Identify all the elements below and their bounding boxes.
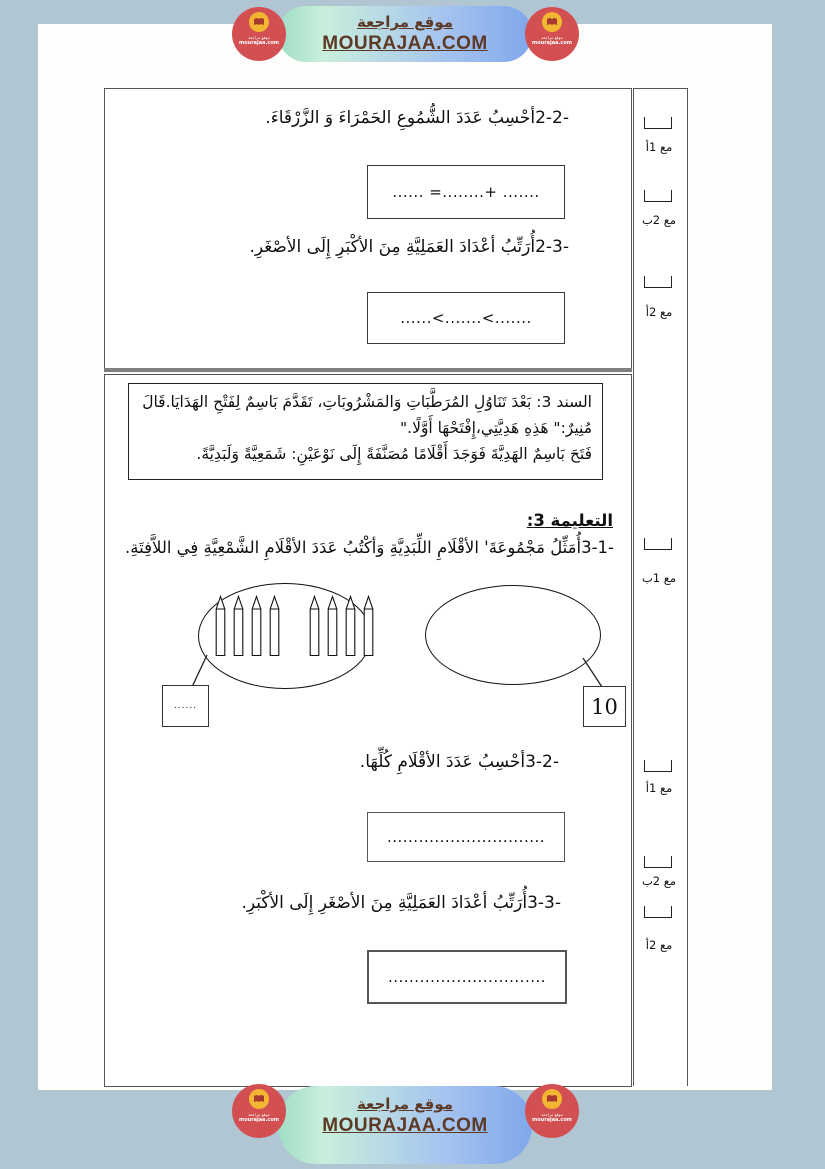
footer-site-name-arabic[interactable]: موقع مراجعة bbox=[356, 1095, 454, 1113]
pencil-icon bbox=[250, 595, 263, 657]
badge-site-domain: mourajaa.com bbox=[531, 1117, 572, 1123]
header-right-logo-badge[interactable] bbox=[525, 7, 579, 61]
pencil-icon bbox=[362, 595, 375, 657]
right-count-value: 10 bbox=[591, 694, 618, 719]
badge-site-domain: mourajaa.com bbox=[238, 40, 279, 46]
footer-site-domain[interactable]: MOURAJAA.COM bbox=[322, 1115, 488, 1137]
score-label: مع 2ب bbox=[641, 874, 677, 888]
score-label: مع 1ب bbox=[641, 571, 677, 585]
question-3-3 bbox=[241, 893, 567, 913]
badge-site-name: موقع مراجعة bbox=[248, 1112, 270, 1117]
pencil-icon bbox=[214, 595, 227, 657]
score-label: مع 1أ bbox=[645, 140, 673, 154]
question-number: 3-3- bbox=[527, 893, 561, 913]
answer-box-total bbox=[367, 812, 565, 862]
score-label: مع 2ب bbox=[641, 213, 677, 227]
book-logo-icon bbox=[249, 12, 269, 32]
wax-pens-set-oval bbox=[425, 585, 601, 685]
badge-site-domain: mourajaa.com bbox=[238, 1117, 279, 1123]
score-label: مع 2أ bbox=[645, 305, 673, 319]
score-box bbox=[644, 760, 672, 772]
badge-site-name: موقع مراجعة bbox=[541, 35, 563, 40]
question-text: أُرَتِّبُ أعْدَادَ العَمَلِيَّةِ مِنَ الأكْبَرِ إِلَى الأصْغَرِ. bbox=[249, 237, 536, 257]
score-box bbox=[644, 117, 672, 129]
pencil-icon bbox=[232, 595, 245, 657]
left-count-value: ...... bbox=[173, 701, 198, 711]
section-divider bbox=[104, 368, 632, 372]
score-label: مع 1أ bbox=[645, 781, 673, 795]
support3-line2: مُنِيرٌ:" هَذِهِ هَدِيَّتِي،إِفْتَحْهَا أَوَّلًا." bbox=[400, 419, 592, 437]
pencil-icon bbox=[268, 595, 281, 657]
footer-left-logo-badge[interactable] bbox=[232, 1084, 286, 1138]
pencil-icon bbox=[344, 595, 357, 657]
score-label: مع 2أ bbox=[645, 938, 673, 952]
score-box bbox=[644, 190, 672, 202]
support3-line1: السند 3: بَعْدَ تَنَاوُلِ المُرَطَّبَاتِ وَالمَشْرُوبَاتِ، تَقَدَّمَ بَاسِمٌ لِفَتْحِ الهَدَايَا.قَالَ bbox=[142, 393, 592, 411]
right-count-box bbox=[583, 686, 626, 727]
score-box bbox=[644, 856, 672, 868]
pencil-group bbox=[214, 595, 375, 657]
book-logo-icon bbox=[542, 12, 562, 32]
left-count-box bbox=[162, 685, 209, 727]
footer-site-banner[interactable] bbox=[278, 1086, 532, 1164]
pencil-icon bbox=[308, 595, 321, 657]
question-number: 3-2- bbox=[525, 752, 559, 772]
answer-placeholder: ......<.......<....... bbox=[400, 309, 532, 327]
answer-placeholder: .............................. bbox=[387, 968, 547, 986]
question-3-2 bbox=[360, 752, 565, 772]
header-site-name-arabic[interactable]: موقع مراجعة bbox=[356, 13, 454, 31]
support3-text-box bbox=[128, 383, 603, 480]
footer-right-logo-badge[interactable] bbox=[525, 1084, 579, 1138]
question-text: أُمَثِّلُ مَجْمُوعَةَ' الأقْلَامِ اللِّبَدِيَّةِ وَأكْتُبُ عَدَدَ الأقْلَامِ الشَّمْعِيَّةِ فِي اللاَّفِتَةِ. bbox=[125, 538, 582, 557]
score-box bbox=[644, 538, 672, 550]
answer-box-ordering-desc bbox=[367, 292, 565, 344]
pencil-icon bbox=[326, 595, 339, 657]
book-logo-icon bbox=[249, 1089, 269, 1109]
badge-site-name: موقع مراجعة bbox=[248, 35, 270, 40]
header-site-banner[interactable] bbox=[278, 6, 532, 62]
badge-site-domain: mourajaa.com bbox=[531, 40, 572, 46]
answer-box-addition bbox=[367, 165, 565, 219]
question-3-1 bbox=[125, 538, 620, 557]
question-text: أُرَتِّبُ أعْدَادَ العَمَلِيَّةِ مِنَ الأصْغَرِ إِلَى الأكْبَرِ. bbox=[241, 893, 528, 913]
answer-box-ordering-asc bbox=[367, 950, 567, 1004]
question-text: أحْسِبُ عَدَدَ الأقْلَامِ كُلِّهَا. bbox=[359, 752, 526, 772]
question-number: 2-2- bbox=[535, 108, 569, 128]
support3-line3: فَتَحَ بَاسِمٌ الهَدِيَّةَ فَوَجَدَ أَقْلَامًا مُصَنَّفَةً إِلَى نَوْعَيْنِ: شَمَعِيَّةً وَلَبَدِيَّةً. bbox=[196, 445, 592, 463]
question-2-3 bbox=[249, 237, 575, 257]
instruction3-heading: التعليمة 3: bbox=[526, 511, 613, 530]
answer-placeholder: .............................. bbox=[386, 828, 546, 846]
question-number: 2-3- bbox=[535, 237, 569, 257]
header-site-domain[interactable]: MOURAJAA.COM bbox=[322, 33, 488, 55]
score-box bbox=[644, 906, 672, 918]
question-2-2 bbox=[265, 108, 575, 128]
header-left-logo-badge[interactable] bbox=[232, 7, 286, 61]
question-number: 3-1- bbox=[581, 538, 614, 557]
book-logo-icon bbox=[542, 1089, 562, 1109]
answer-placeholder: ...... =........+ ....... bbox=[392, 183, 540, 201]
badge-site-name: موقع مراجعة bbox=[541, 1112, 563, 1117]
score-box bbox=[644, 276, 672, 288]
score-margin-column bbox=[633, 88, 688, 1086]
question-text: أحْسِبُ عَدَدَ الشُّمُوعِ الحَمْرَاءَ وَ الزَّرْقَاءَ. bbox=[265, 108, 536, 128]
